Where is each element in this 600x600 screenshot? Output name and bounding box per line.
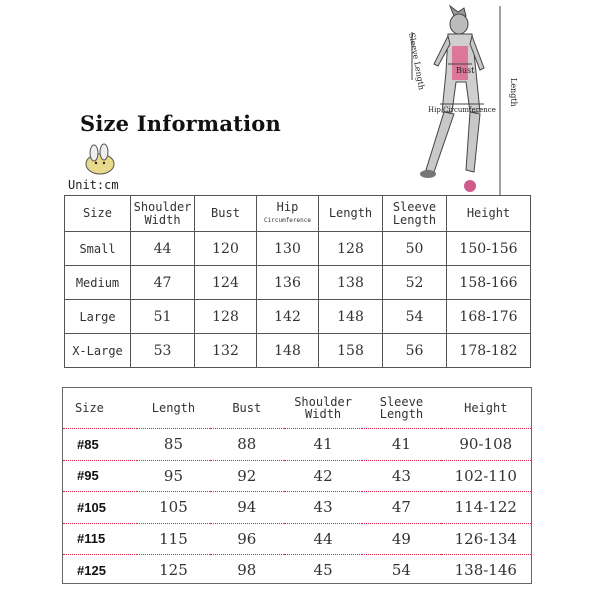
table-header-row [63, 388, 531, 429]
figure-label-length: Length [509, 78, 518, 107]
header-size: Size [65, 196, 131, 232]
table-cell: 148 [319, 300, 383, 334]
header-sleeve-length: Sleeve Length [362, 388, 440, 429]
table-cell: 130 [257, 232, 319, 266]
table-cell: 148 [257, 334, 319, 368]
adult-size-table [64, 195, 531, 368]
table-cell: 128 [195, 300, 257, 334]
header-length: Length [137, 388, 209, 429]
table-cell: 132 [195, 334, 257, 368]
table-cell: 43 [284, 492, 362, 524]
table-cell: 85 [137, 429, 209, 461]
table-cell: 136 [257, 266, 319, 300]
figure-label-sleeve-length: Sleeve Length [407, 32, 427, 91]
table-cell: 98 [237, 561, 257, 580]
table-cell: 88 [210, 429, 284, 461]
table-cell: 115 [137, 523, 209, 555]
header-hip [257, 196, 319, 232]
table-cell: 102-110 [441, 460, 531, 492]
header-hip-label: Hip [276, 199, 299, 214]
size-cell: #125 [77, 562, 106, 578]
table-cell: 49 [362, 523, 440, 555]
table-cell: 42 [284, 460, 362, 492]
table-row [65, 232, 531, 266]
figure-label-bust: Bust [456, 66, 475, 75]
figure-label-hip: Hip Circumference [428, 106, 496, 114]
table-cell: 150-156 [447, 232, 531, 266]
table-cell: 52 [383, 266, 447, 300]
table-cell: 126-134 [441, 523, 531, 555]
table-cell: 47 [131, 266, 195, 300]
table-header-row [65, 196, 531, 232]
header-sleeve-length: Sleeve Length [383, 196, 447, 232]
table-cell: 43 [362, 460, 440, 492]
table-cell: 138 [319, 266, 383, 300]
table-cell: 128 [319, 232, 383, 266]
table-cell: 158 [319, 334, 383, 368]
size-cell: #85 [63, 429, 137, 461]
table-cell: 168-176 [447, 300, 531, 334]
header-hip-sub: Circumference [264, 216, 311, 224]
table-row [65, 334, 531, 368]
header-shoulder-width: Shoulder Width [131, 196, 195, 232]
table-row [63, 555, 531, 586]
table-cell: 94 [210, 492, 284, 524]
header-bust: Bust [195, 196, 257, 232]
header-length: Length [319, 196, 383, 232]
table-cell: 158-166 [447, 266, 531, 300]
table-cell: 54 [383, 300, 447, 334]
header-size: Size [63, 388, 137, 429]
table-cell: 120 [195, 232, 257, 266]
table-cell: 90-108 [441, 429, 531, 461]
table-row [63, 523, 531, 555]
header-height: Height [447, 196, 531, 232]
onesie-figure-illustration [392, 2, 522, 198]
table-cell: 44 [284, 523, 362, 555]
table-cell: 138-146 [454, 561, 517, 580]
table-row [63, 492, 531, 524]
table-cell: 124 [195, 266, 257, 300]
size-cell: Medium [65, 266, 131, 300]
table-cell: 105 [137, 492, 209, 524]
table-cell: 56 [383, 334, 447, 368]
table-row [65, 266, 531, 300]
size-cell: Small [65, 232, 131, 266]
bunny-mascot-icon [78, 142, 122, 178]
table-cell: 41 [284, 429, 362, 461]
table-cell: 125 [159, 561, 188, 580]
page-title: Size Information [80, 111, 281, 136]
size-cell: X-Large [65, 334, 131, 368]
table-cell: 142 [257, 300, 319, 334]
table-cell: 54 [391, 561, 411, 580]
table-cell: 41 [362, 429, 440, 461]
size-cell: #115 [63, 523, 137, 555]
table-cell: 92 [210, 460, 284, 492]
header-height: Height [441, 388, 531, 429]
header-shoulder-width: Shoulder Width [284, 388, 362, 429]
table-row [63, 460, 531, 492]
table-row [63, 429, 531, 461]
kids-size-table-frame [62, 387, 532, 584]
unit-label: Unit:cm [68, 178, 119, 192]
table-cell: 178-182 [447, 334, 531, 368]
size-cell: #95 [63, 460, 137, 492]
table-cell: 51 [131, 300, 195, 334]
table-cell: 95 [137, 460, 209, 492]
table-cell: 44 [131, 232, 195, 266]
header-bust: Bust [210, 388, 284, 429]
table-cell: 45 [313, 561, 333, 580]
kids-size-table [63, 388, 531, 586]
table-cell: 50 [383, 232, 447, 266]
table-cell: 53 [131, 334, 195, 368]
size-cell: #105 [63, 492, 137, 524]
table-row [65, 300, 531, 334]
size-cell: Large [65, 300, 131, 334]
table-cell: 114-122 [441, 492, 531, 524]
table-cell: 96 [210, 523, 284, 555]
table-cell: 47 [362, 492, 440, 524]
